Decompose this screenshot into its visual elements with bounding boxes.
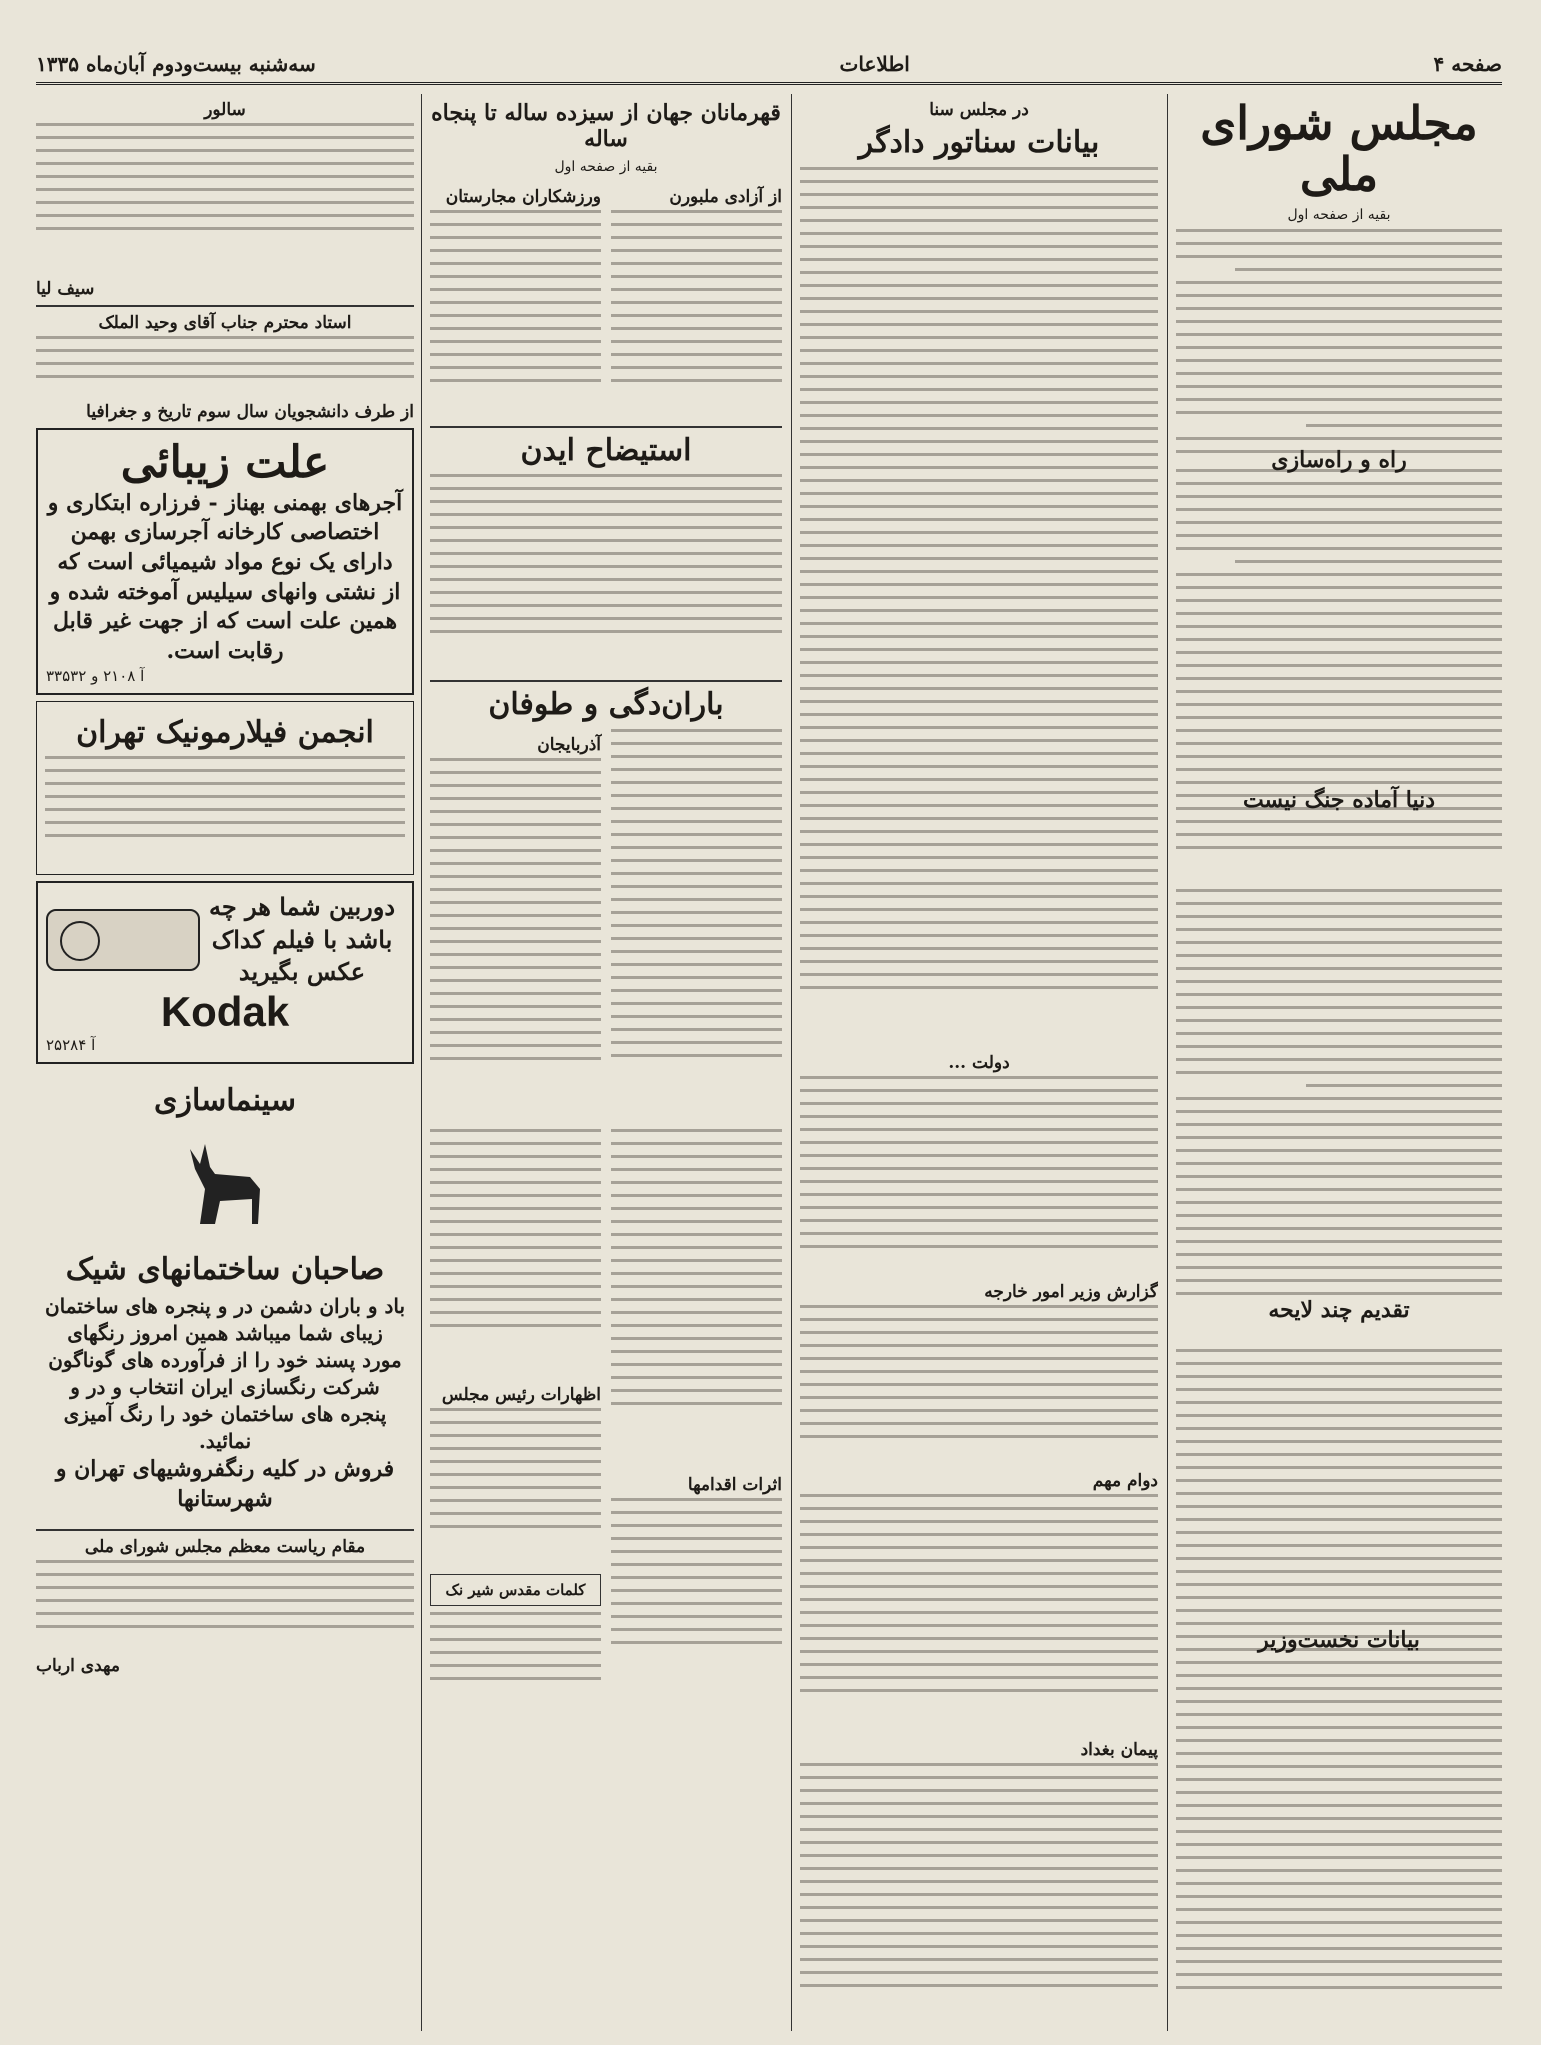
ad-text: باد و باران دشمن در و پنجره های ساختمان زیبای شما میباشد همین امروز رنگهای مورد پسند خود را از فرآورده های گوناگون شرکت رنگسازی ایران انتخاب و در و پنجره های ساختمان خود را رنگ آمیزی نمائید.: [44, 1294, 406, 1454]
column-champions: [430, 94, 782, 2031]
majlis-subhead: دنیا آماده جنگ نیست: [1242, 787, 1436, 813]
champions-subhead: ورزشکاران مجارستان: [445, 186, 601, 207]
notice-body: [36, 123, 414, 273]
notice-box: کلمات مقدس شیر نک: [430, 1574, 601, 1606]
article-body: [430, 1408, 601, 1568]
ad-title: سینماسازی: [154, 1083, 296, 1119]
eden-title: استیضاح ایدن: [520, 432, 692, 468]
majlis-subhead: راه و راه‌سازی: [1271, 447, 1407, 473]
article-body: [430, 210, 601, 420]
column-rule: [791, 94, 792, 2031]
notice-title: سالور: [204, 100, 246, 120]
ad-text: آجرهای بهمنی بهناز - فرزاره ابتکاری و اختصاصی کارخانه آجرسازی بهمن دارای یک نوع مواد شیمیائی است که از نشتی وانهای سیلیس آموخته شده و همین علت است که از جهت غیر قابل رقابت است.: [47, 489, 403, 665]
senate-subhead: پیمان بغداد: [1080, 1739, 1158, 1760]
ad-title: صاحبان ساختمانهای شیک: [65, 1251, 385, 1287]
notice-body: [36, 336, 414, 396]
ad-title: علت زیبائی: [120, 437, 330, 488]
notice-body: [36, 1560, 414, 1650]
article-body: [430, 474, 782, 674]
film-roll-icon: [46, 909, 200, 971]
deer-icon: [160, 1129, 290, 1239]
ad-title: انجمن فیلارمونیک تهران: [76, 714, 374, 750]
champions-kicker: بقیه از صفحه اول: [554, 158, 658, 175]
ad-cinema: [36, 1070, 414, 1522]
newspaper-page: [36, 46, 1502, 2031]
senate-kicker: در مجلس سنا: [929, 100, 1029, 120]
storm-subhead: آذربایجان: [537, 734, 601, 755]
page-number: صفحه ۴: [1433, 52, 1502, 76]
senate-subhead: گزارش وزیر امور خارجه: [984, 1281, 1158, 1302]
article-body: [1176, 469, 1502, 889]
running-head: [36, 46, 1502, 85]
article-body: [611, 1129, 782, 1469]
storm-subhead: اظهارات رئیس مجلس: [441, 1384, 601, 1405]
majlis-subhead: تقدیم چند لایحه: [1268, 1297, 1410, 1323]
majlis-title: مجلس شورای ملی: [1200, 96, 1478, 201]
column-senate: [800, 94, 1158, 2031]
ad-body: [45, 756, 405, 866]
kodak-logo: Kodak: [160, 988, 290, 1036]
column-rule: [421, 94, 422, 2031]
notice-sign: سیف لیا: [36, 279, 95, 299]
article-body: [1176, 1349, 1502, 2031]
article-body: [611, 210, 782, 420]
notice-sign: مهدی ارباب: [36, 1655, 120, 1676]
champions-title: قهرمانان جهان از سیزده ساله تا پنجاه ساله: [431, 100, 781, 153]
column-majlis: [1176, 94, 1502, 2031]
article-body: [430, 1129, 601, 1379]
ad-footer: فروش در کلیه رنگفروشیهای تهران و شهرستانها: [55, 1456, 395, 1513]
paper-name: اطلاعات: [839, 52, 910, 76]
majlis-kicker: بقیه از صفحه اول: [1287, 207, 1391, 224]
ad-beauty: [36, 428, 414, 695]
notice-title: مقام ریاست معظم مجلس شورای ملی: [84, 1536, 366, 1557]
storm-subhead: اثرات اقدامها: [687, 1474, 782, 1495]
notice-sign: از طرف دانشجویان سال سوم تاریخ و جغرافیا: [86, 402, 414, 422]
senate-subhead: دولت ...: [948, 1052, 1010, 1073]
article-body: [800, 167, 1158, 1047]
article-body: [800, 1763, 1158, 2023]
article-body: [430, 758, 601, 1128]
issue-date: سه‌شنبه بیست‌ودوم آبان‌ماه ۱۳۳۵: [36, 52, 316, 76]
ad-philharmonic: [36, 701, 414, 876]
column-rule: [1167, 94, 1168, 2031]
article-body: [430, 1612, 601, 1702]
senate-subhead: دوام مهم: [1092, 1470, 1158, 1491]
ad-code: آ ۲۱۰۸ و ۳۳۵۳۲: [46, 666, 145, 685]
article-body: [800, 1305, 1158, 1465]
article-body: [1176, 229, 1502, 469]
storm-title: باران‌دگی و طوفان: [488, 687, 724, 723]
article-body: [800, 1076, 1158, 1276]
ad-text: دوربین شما هر چه باشد با فیلم کداک عکس بگیرید: [208, 892, 396, 986]
article-body: [800, 1494, 1158, 1734]
majlis-subhead: بیانات نخست‌وزیر: [1258, 1627, 1420, 1653]
notice-title: استاد محترم جناب آقای وحید الملک: [98, 313, 352, 333]
senate-title: بیانات سناتور دادگر: [858, 125, 1100, 160]
article-body: [1176, 889, 1502, 1349]
column-ads: [36, 94, 414, 2031]
ad-kodak: [36, 881, 414, 1064]
article-body: [611, 1498, 782, 1688]
ad-code: آ ۲۵۲۸۴: [46, 1036, 96, 1055]
champions-subhead: از آزادی ملبورن: [669, 186, 782, 207]
article-body: [611, 729, 782, 1129]
